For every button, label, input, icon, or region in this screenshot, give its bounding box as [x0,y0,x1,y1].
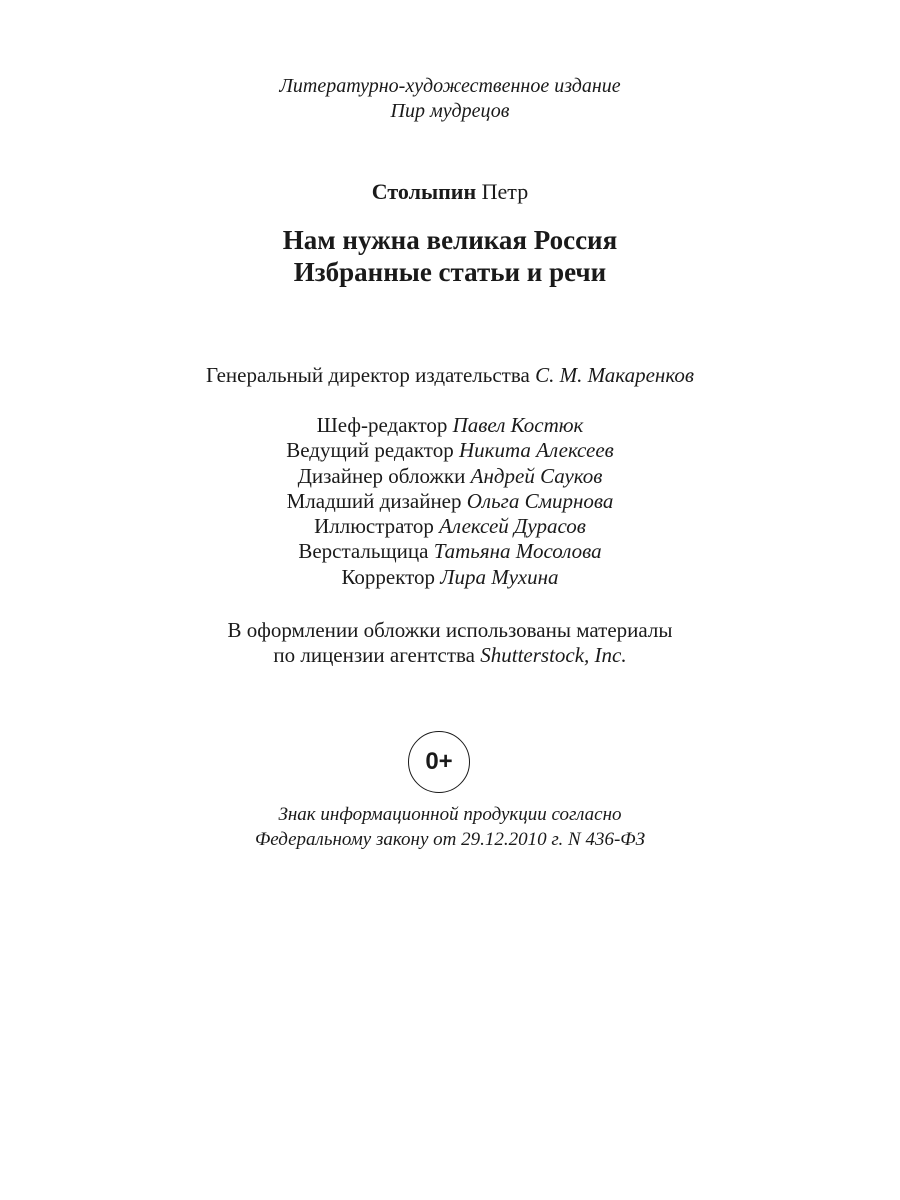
credit-role: Иллюстратор [314,514,434,539]
credit-name: Алексей Дурасов [439,514,586,539]
credit-role: Корректор [341,564,436,589]
credit-line [0,565,900,590]
credit-name: Лира Мухина [440,564,559,589]
author-first-name: Петр [481,179,529,204]
book-title [0,224,900,288]
license-prefix: по лицензии агентства [273,643,475,667]
law-note-line: Федеральному закону от 29.12.2010 г. N 436-ФЗ [255,829,645,850]
series-name: Пир мудрецов [390,100,510,122]
cover-note-line [0,643,900,668]
director-role: Генеральный директор издательства [206,363,530,387]
age-rating-text: 0+ [425,748,453,775]
credit-name: Ольга Смирнова [466,488,614,513]
credit-name: Татьяна Мосолова [433,539,602,564]
credit-line [0,413,900,438]
edition-type: Литературно-художественное издание [279,75,621,97]
credit-line [0,539,900,564]
credit-line [0,489,900,514]
cover-note-line: В оформлении обложки использованы материалы [227,618,673,642]
license-agency: Shutterstock, Inc. [480,643,627,667]
credit-role: Младший дизайнер [286,488,462,513]
credit-line [0,438,900,463]
credit-line [0,514,900,539]
author-surname: Столыпин [371,179,477,204]
credit-line [0,464,900,489]
cover-license-note [0,618,900,668]
age-rating-badge [408,731,470,793]
credit-role: Дизайнер обложки [297,463,466,488]
credits-list [0,413,900,590]
credit-name: Никита Алексеев [458,438,614,463]
credit-role: Ведущий редактор [286,438,454,463]
author-line [0,178,900,206]
title-subtitle: Избранные статьи и речи [293,257,607,287]
title-main: Нам нужна великая Россия [282,225,618,255]
law-note-line: Знак информационной продукции согласно [278,804,622,825]
edition-info [0,74,900,124]
credit-role: Верстальщица [298,539,429,564]
director-line [0,362,900,388]
credit-name: Павел Костюк [452,413,584,437]
director-name: С. М. Макаренков [535,363,694,387]
law-note [0,802,900,852]
credit-role: Шеф-редактор [316,413,448,437]
credit-name: Андрей Сауков [470,463,603,488]
